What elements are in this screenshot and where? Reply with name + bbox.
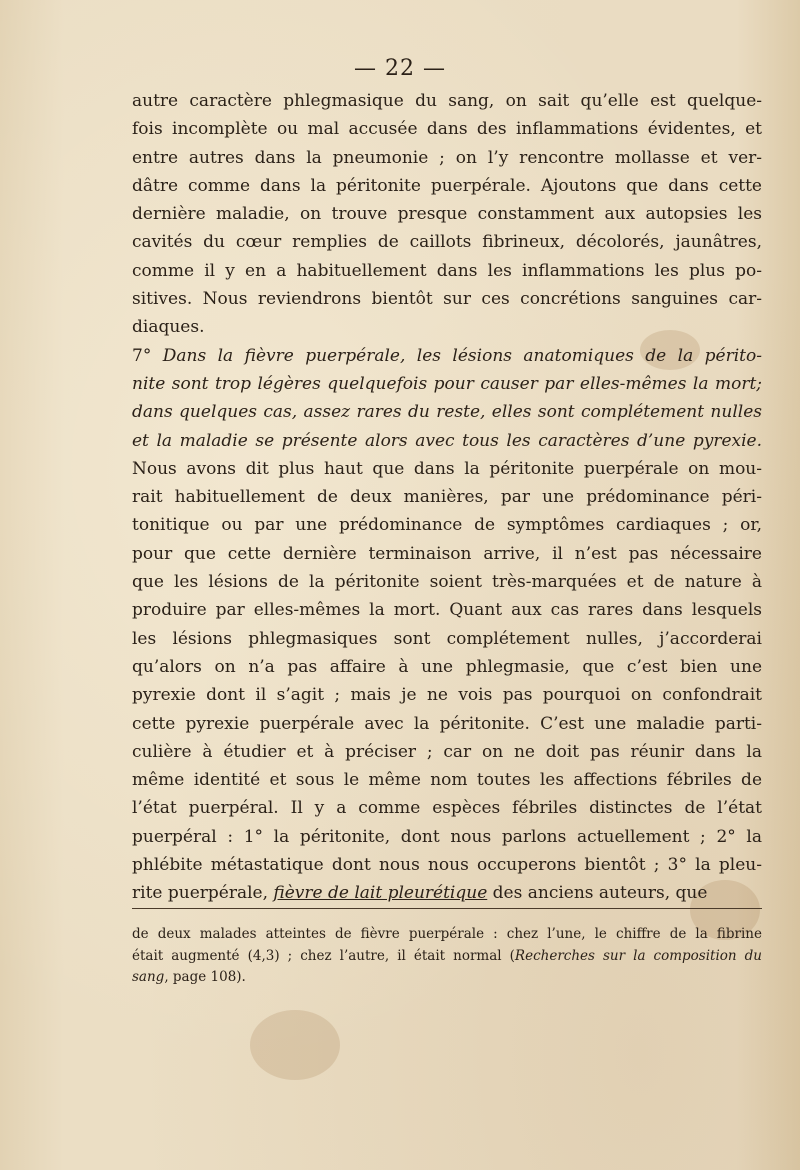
italic-text: sang	[132, 969, 165, 985]
text-segment: rite puerpérale,	[132, 883, 274, 904]
text-segment: des anciens auteurs, que	[487, 883, 708, 904]
text-segment: même identité et sous le même nom toutes les affections fébriles de	[132, 770, 762, 791]
text-line	[132, 455, 762, 483]
italic-text: Recherches sur la composition du	[514, 947, 762, 964]
text-line	[132, 398, 762, 426]
footnote-line	[132, 946, 762, 968]
text-segment: comme il y en a habituellement dans les inflammations les plus po-	[132, 260, 762, 281]
main-text-block	[132, 87, 762, 908]
text-line	[132, 228, 762, 256]
footnote-line	[132, 924, 762, 946]
text-line	[132, 540, 762, 568]
text-segment: qu’alors on n’a pas affaire à une phlegmasie, que c’est bien une	[132, 656, 762, 677]
text-segment: était augmenté (4,3) ; chez l’autre, il était normal (	[132, 947, 515, 964]
text-segment: fois incomplète ou mal accusée dans des inflammations évidentes, et	[132, 119, 762, 140]
text-line	[132, 172, 762, 200]
paper-stain	[250, 1010, 340, 1080]
text-segment: produire par elles-mêmes la mort. Quant aux cas rares dans lesquels	[132, 600, 762, 621]
italic-text: nite sont trop légères quelquefois pour causer par elles-mêmes la mort;	[132, 373, 762, 394]
text-line	[132, 879, 762, 907]
text-line	[132, 766, 762, 794]
text-segment: dernière maladie, on trouve presque constamment aux autopsies les	[132, 204, 762, 225]
text-line	[132, 568, 762, 596]
text-segment: de deux malades atteintes de fièvre puerpérale : chez l’une, le chiffre de la fibrine	[132, 926, 762, 942]
text-segment: pour que cette dernière terminaison arrive, il n’est pas nécessaire	[132, 543, 762, 564]
text-segment: les lésions phlegmasiques sont complétement nulles, j’accorderai	[132, 628, 762, 649]
footnote-line	[132, 967, 762, 989]
italic-text: Dans la fièvre puerpérale, les lésions anatomiques de la périto-	[162, 345, 762, 366]
text-line	[132, 710, 762, 738]
text-segment: autre caractère phlegmasique du sang, on sait qu’elle est quelque-	[132, 91, 762, 111]
text-line	[132, 794, 762, 822]
text-line	[132, 144, 762, 172]
text-segment: sitives. Nous reviendrons bientôt sur ces concrétions sanguines car-	[132, 289, 762, 310]
text-line	[132, 625, 762, 653]
text-line	[132, 653, 762, 681]
italic-text: et la maladie se présente alors avec tous les caractères d’une pyrexie.	[132, 430, 762, 451]
text-line	[132, 115, 762, 143]
text-segment: cette pyrexie puerpérale avec la péritonite. C’est une maladie parti-	[132, 713, 762, 734]
text-segment: Nous avons dit plus haut que dans la péritonite puerpérale on mou-	[132, 458, 762, 479]
page-number: — 22 —	[354, 56, 446, 81]
text-line	[132, 427, 762, 455]
text-segment: pyrexie dont il s’agit ; mais je ne vois pas pourquoi on confondrait	[132, 685, 762, 706]
text-segment: que les lésions de la péritonite soient très-marquées et de nature à	[132, 572, 762, 593]
text-line	[132, 823, 762, 851]
text-line	[132, 200, 762, 228]
text-line	[132, 257, 762, 285]
text-segment: cavités du cœur remplies de caillots fibrineux, décolorés, jaunâtres,	[132, 232, 762, 253]
text-line	[132, 681, 762, 709]
text-line	[132, 511, 762, 539]
text-segment: phlébite métastatique dont nous nous occuperons bientôt ; 3° la pleu-	[132, 855, 762, 876]
text-segment: 7°	[132, 345, 163, 366]
text-segment: entre autres dans la pneumonie ; on l’y rencontre mollasse et ver-	[132, 147, 762, 168]
footnote-separator	[132, 908, 762, 909]
text-line	[132, 483, 762, 511]
text-segment: rait habituellement de deux manières, par une prédominance péri-	[132, 487, 762, 508]
text-line	[132, 342, 762, 370]
text-line	[132, 87, 762, 115]
text-line	[132, 596, 762, 624]
text-line	[132, 370, 762, 398]
text-segment: culière à étudier et à préciser ; car on ne doit pas réunir dans la	[132, 741, 762, 762]
text-segment: dâtre comme dans la péritonite puerpérale. Ajoutons que dans cette	[132, 175, 762, 196]
text-line	[132, 851, 762, 879]
footnote-block	[132, 924, 762, 989]
text-segment: tonitique ou par une prédominance de symptômes cardiaques ; or,	[132, 515, 762, 536]
text-segment: l’état puerpéral. Il y a comme espèces fébriles distinctes de l’état	[132, 798, 762, 819]
text-line	[132, 738, 762, 766]
italic-text: fièvre de lait pleurétique	[273, 883, 488, 904]
text-line	[132, 313, 762, 341]
text-segment: diaques.	[132, 317, 205, 338]
text-segment: puerpéral : 1° la péritonite, dont nous parlons actuellement ; 2° la	[132, 826, 762, 847]
text-line	[132, 285, 762, 313]
text-segment: , page 108).	[164, 969, 246, 985]
italic-text: dans quelques cas, assez rares du reste, elles sont complétement nulles	[132, 402, 762, 423]
